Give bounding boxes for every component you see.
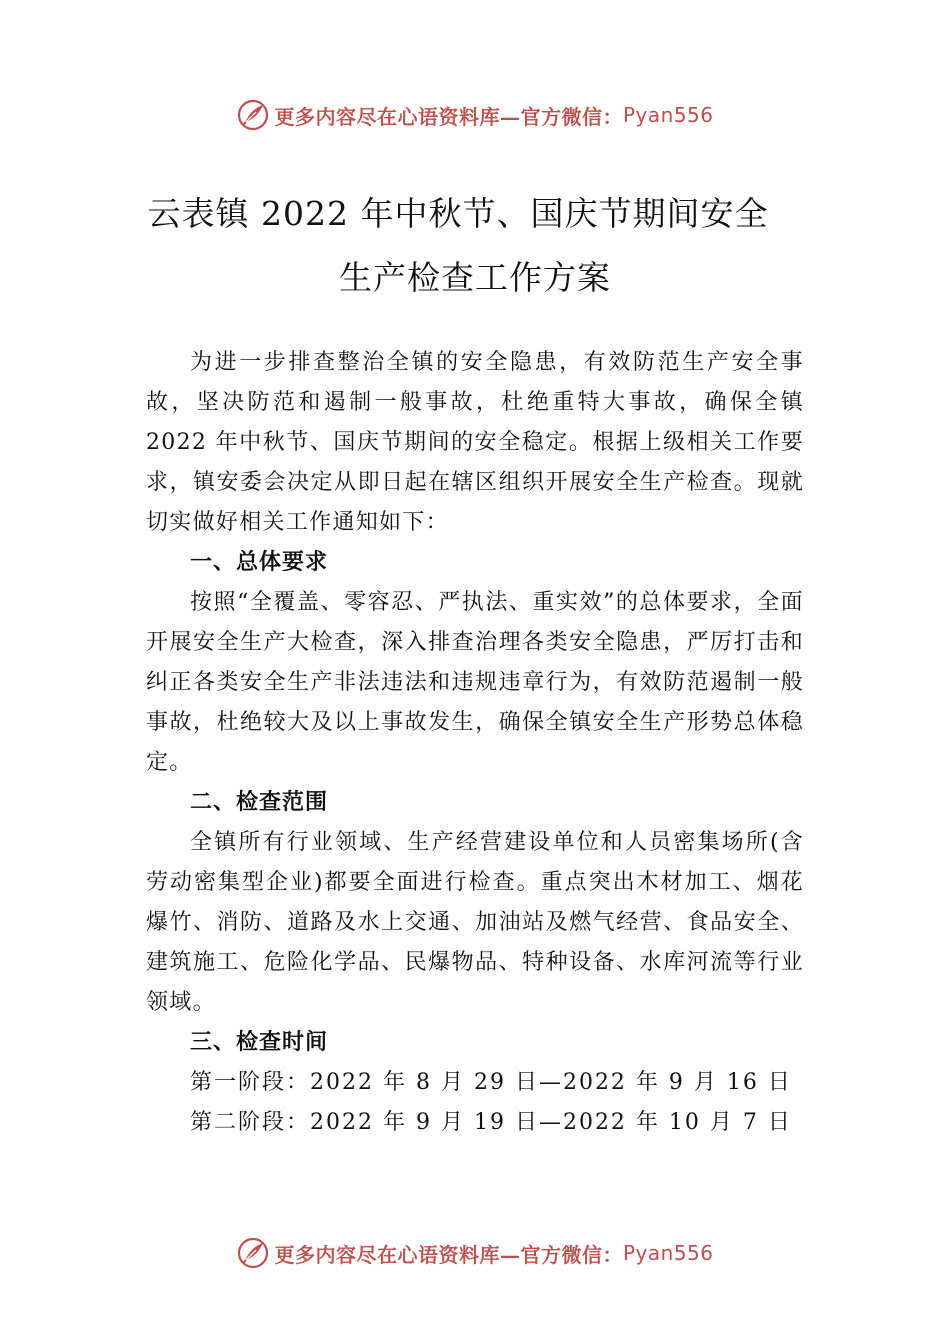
watermark-text: 更多内容尽在心语资料库—官方微信：	[274, 104, 623, 129]
section-body-inspection-scope: 全镇所有行业领域、生产经营建设单位和人员密集场所(含劳动密集型企业)都要全面进行检查。重点突出木材加工、烟花爆竹、消防、道路及水上交通、加油站及燃气经营、食品安全、建筑施工、危险化学品、民爆物品、特种设备、水库河流等行业领域。	[146, 830, 804, 1015]
section-heading-inspection-time: 三、检查时间	[190, 1030, 329, 1055]
section-body-general-requirements: 按照“全覆盖、零容忍、严执法、重实效”的总体要求，全面开展安全生产大检查，深入排查治理各类安全隐患，严厉打击和纠正各类安全生产非法违法和违规违章行为，有效防范遏制一般事故，杜绝较大及以上事故发生，确保全镇安全生产形势总体稳定。	[146, 590, 804, 775]
header-watermark	[0, 95, 950, 135]
watermark-wechat-id: Pyan556	[622, 1241, 714, 1265]
document-title-line2: 生产检查工作方案	[339, 258, 611, 297]
pen-feather-logo-icon	[236, 1236, 270, 1270]
inspection-phase-2: 第二阶段：2022 年 9 月 19 日—2022 年 10 月 7 日	[190, 1110, 792, 1135]
document-body	[146, 343, 804, 1143]
intro-paragraph: 为进一步排查整治全镇的安全隐患，有效防范生产安全事故，坚决防范和遏制一般事故，杜绝重特大事故，确保全镇 2022 年中秋节、国庆节期间的安全稳定。根据上级相关工作要求，镇安委会决定从即日起在辖区组织开展安全生产检查。现就切实做好相关工作通知如下：	[146, 350, 804, 535]
watermark-wechat-id: Pyan556	[622, 103, 714, 127]
watermark-text: 更多内容尽在心语资料库—官方微信：	[274, 1242, 623, 1267]
section-heading-inspection-scope: 二、检查范围	[190, 790, 329, 815]
pen-feather-logo-icon	[236, 98, 270, 132]
section-heading-general-requirements: 一、总体要求	[190, 550, 329, 575]
inspection-phase-1: 第一阶段：2022 年 8 月 29 日—2022 年 9 月 16 日	[190, 1070, 792, 1095]
document-title-line1: 云表镇 2022 年中秋节、国庆节期间安全	[147, 194, 769, 233]
footer-watermark	[0, 1233, 950, 1273]
